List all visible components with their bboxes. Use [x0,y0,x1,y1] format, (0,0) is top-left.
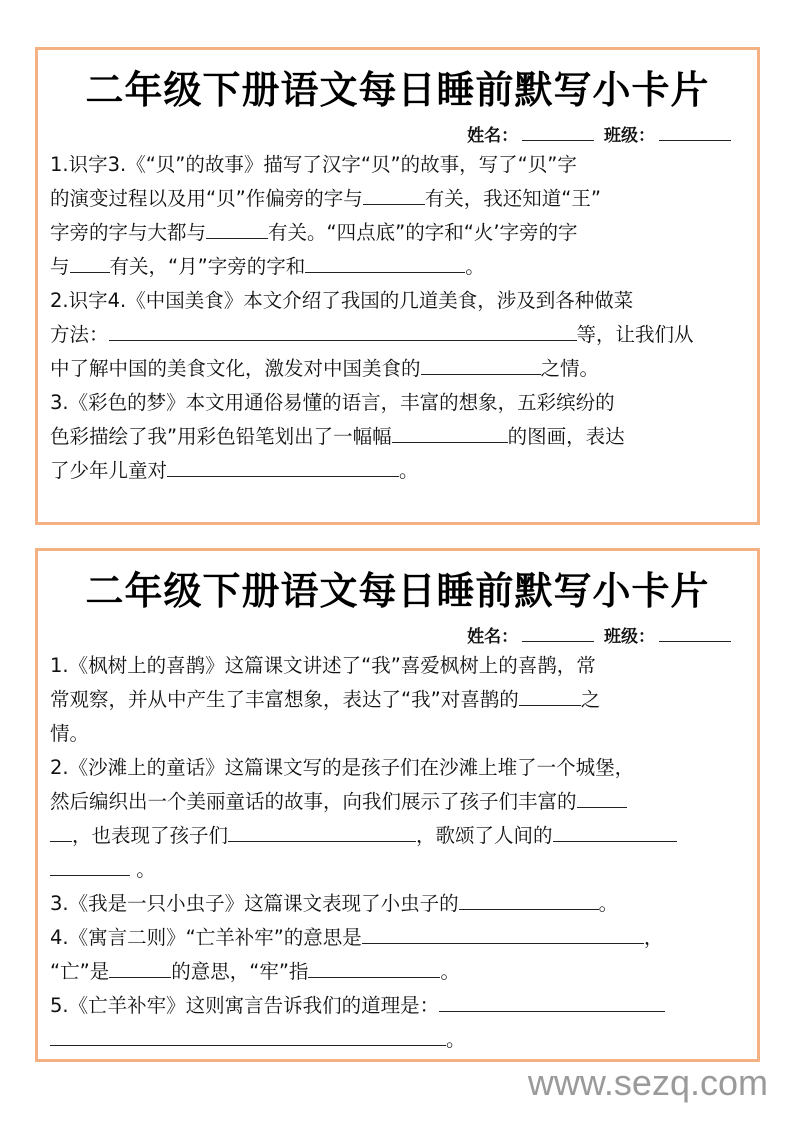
line-text: 1.《枫树上的喜鹊》这篇课文讲述了“我”喜爱枫树上的喜鹊，常 [50,654,596,677]
line-text: 之情。 [540,357,600,380]
name-blank[interactable] [522,122,594,141]
class-label: 班级： [604,126,655,146]
fill-in-blank[interactable] [167,454,399,477]
fill-in-blank[interactable] [305,250,465,273]
line-text: ， [643,926,664,949]
fill-in-blank[interactable] [421,352,541,375]
fill-in-blank[interactable] [109,955,171,978]
line-text: 情。 [50,722,90,745]
fill-in-blank[interactable] [392,420,508,443]
line-text: 有关，“月”字旁的字和 [109,255,306,278]
fill-in-blank[interactable] [519,683,581,706]
text-line [50,785,745,819]
text-line [50,853,745,887]
line-text: “亡”是 [50,960,110,983]
fill-in-blank[interactable] [553,819,677,842]
text-line [50,284,745,318]
name-class-row [38,122,757,148]
fill-in-blank[interactable] [439,989,665,1012]
line-text: 然后编织出一个美丽童话的故事，向我们展示了孩子们丰富的 [50,790,577,813]
card-body [38,649,757,1057]
line-text: 的图画，表达 [507,425,625,448]
line-text: 。 [399,459,419,482]
line-text: 1.识字3.《“贝”的故事》描写了汉字“贝”的故事，写了“贝”字 [50,153,577,176]
class-blank[interactable] [659,623,731,642]
fill-in-blank[interactable] [362,921,644,944]
line-text: 的意思，“牢”指 [171,960,309,983]
text-line [50,921,745,955]
line-text: ，也表现了孩子们 [72,824,229,847]
text-line [50,649,745,683]
line-text: 2.《沙滩上的童话》这篇课文写的是孩子们在沙滩上堆了一个城堡， [50,756,635,779]
line-text: 之 [580,688,601,711]
text-line [50,989,745,1023]
fill-in-blank[interactable] [363,182,425,205]
line-text: 有关，我还知道“王” [424,187,601,210]
text-line [50,386,745,420]
text-line [50,318,745,352]
text-line [50,420,745,454]
name-label: 姓名： [467,126,519,146]
line-text: 与 [50,255,70,278]
fill-in-blank[interactable] [50,853,130,876]
line-text: 5.《亡羊补牢》这则寓言告诉我们的道理是： [50,994,440,1017]
fill-in-blank[interactable] [206,216,268,239]
line-text: 。 [446,1028,466,1051]
text-line [50,887,745,921]
line-text: 。 [465,255,485,278]
fill-in-blank[interactable] [459,887,599,910]
text-line [50,182,745,216]
line-text: 。 [130,858,156,881]
line-text: 字旁的字与大都与 [50,221,207,244]
name-blank[interactable] [522,623,594,642]
fill-in-blank[interactable] [109,318,577,341]
text-line [50,1023,745,1057]
line-text: 有关。“四点底”的字和“火’字旁的字 [268,221,578,244]
line-text: 方法： [50,323,109,346]
text-line [50,717,745,751]
text-line [50,683,745,717]
text-line [50,352,745,386]
card-title: 二年级下册语文每日睡前默写小卡片 [85,568,710,613]
name-class-row [38,623,757,649]
fill-in-blank[interactable] [70,250,110,273]
dictation-card-2 [35,548,760,1062]
line-text: 。 [598,892,619,915]
line-text: 2.识字4.《中国美食》本文介绍了我国的几道美食，涉及到各种做菜 [50,289,634,312]
text-line [50,216,745,250]
card-body [38,148,757,488]
line-text: 了少年儿童对 [50,459,168,482]
text-line [50,751,745,785]
name-label: 姓名： [467,627,519,647]
line-text: 3.《我是一只小虫子》这篇课文表现了小虫子的 [50,892,459,915]
dictation-card-1 [35,47,760,525]
class-blank[interactable] [659,122,731,141]
text-line [50,250,745,284]
text-line [50,148,745,182]
fill-in-blank[interactable] [50,819,72,842]
line-text: 等，让我们从 [576,323,694,346]
text-line [50,454,745,488]
line-text: 4.《寓言二则》“亡羊补牢”的意思是 [50,926,362,949]
fill-in-blank[interactable] [577,785,627,808]
line-text: 3.《彩色的梦》本文用通俗易懂的语言，丰富的想象，五彩缤纷的 [50,391,615,414]
fill-in-blank[interactable] [228,819,416,842]
fill-in-blank[interactable] [308,955,440,978]
text-line [50,819,745,853]
line-text: 中了解中国的美食文化，激发对中国美食的 [50,357,421,380]
text-line [50,955,745,989]
line-text: 常观察，并从中产生了丰富想象，表达了“我”对喜鹊的 [50,688,519,711]
card-title: 二年级下册语文每日睡前默写小卡片 [85,67,710,112]
class-label: 班级： [604,627,655,647]
line-text: 色彩描绘了我”用彩色铅笔划出了一幅幅 [50,425,392,448]
line-text: 。 [440,960,460,983]
line-text: 的演变过程以及用“贝”作偏旁的字与 [50,187,363,210]
fill-in-blank[interactable] [50,1023,446,1046]
watermark: www.sezq.com [527,1062,768,1103]
line-text: ，歌颂了人间的 [416,824,553,847]
